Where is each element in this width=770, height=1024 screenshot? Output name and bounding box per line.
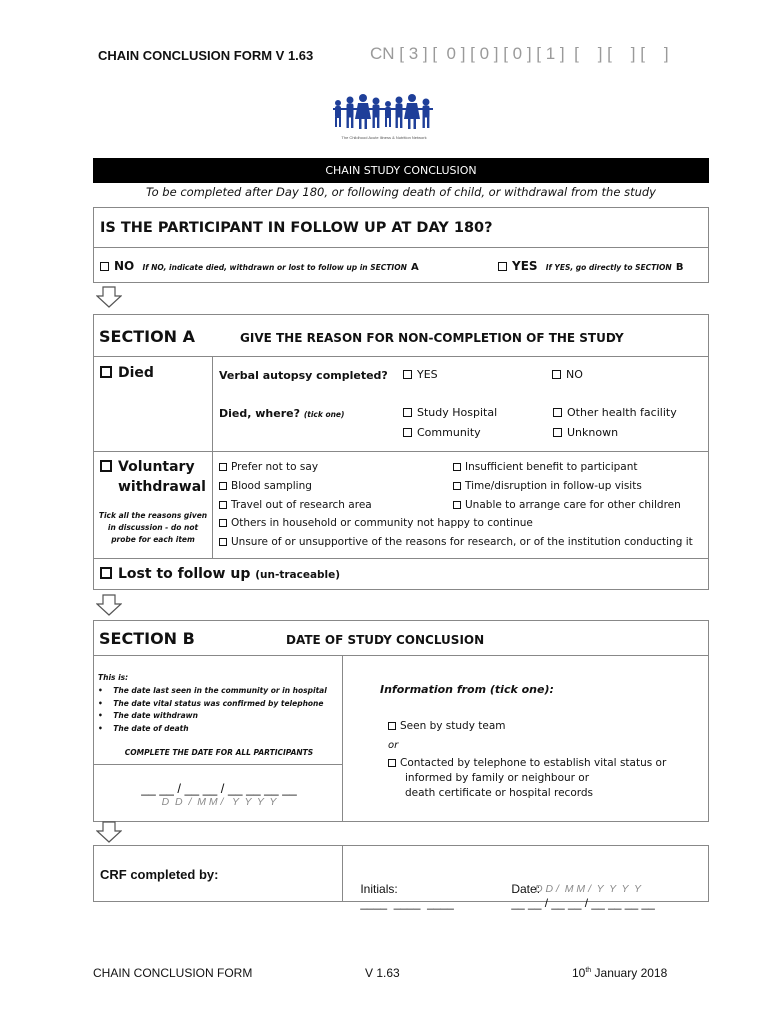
reason-unsure[interactable]: [219, 536, 693, 548]
other-facility-checkbox[interactable]: [553, 408, 562, 417]
died-label-cell: [93, 356, 213, 452]
lost-label: Lost to follow up: [118, 566, 251, 582]
reason-blood-sampling[interactable]: [219, 480, 312, 492]
initials-field[interactable]: ____ ____ ____: [360, 896, 454, 910]
no-checkbox[interactable]: [100, 262, 109, 271]
seen-by-team-label: Seen by study team: [400, 720, 506, 732]
died-label: Died: [118, 365, 154, 381]
withdrawal-checkbox[interactable]: [100, 460, 112, 472]
community-checkbox[interactable]: [403, 428, 412, 437]
place-unknown[interactable]: [553, 426, 618, 439]
lost-row: [93, 558, 709, 590]
date-explanation-cell: [93, 655, 343, 765]
section-a-title: SECTION A: [99, 327, 196, 346]
down-arrow-icon: [96, 594, 122, 616]
followup-question: IS THE PARTICIPANT IN FOLLOW UP AT DAY 180?: [100, 220, 493, 236]
section-a-header: [93, 314, 709, 357]
community-label: Community: [417, 426, 481, 439]
reason-prefer-not-checkbox[interactable]: [219, 463, 227, 471]
yes-label: YES: [512, 259, 538, 273]
banner-subtitle: To be completed after Day 180, or following death of child, or withdrawal from the study: [146, 185, 656, 199]
reason-unsure-checkbox[interactable]: [219, 538, 227, 546]
verbal-autopsy-yes-label: YES: [417, 368, 438, 381]
withdrawal-label-cell: [93, 451, 213, 559]
reason-prefer-not-label: Prefer not to say: [231, 461, 319, 473]
withdrawal-label-2: withdrawal: [118, 479, 206, 495]
withdrawal-option[interactable]: [100, 459, 195, 475]
footer-date-rest: January 2018: [591, 966, 668, 980]
lost-note: (un-traceable): [255, 569, 341, 581]
reason-care-children-checkbox[interactable]: [453, 501, 461, 509]
study-hospital-label: Study Hospital: [417, 406, 498, 419]
this-is-label: This is:: [98, 673, 129, 682]
footer-version: V 1.63: [365, 966, 400, 980]
verbal-autopsy-label: Verbal autopsy completed?: [219, 369, 388, 382]
info-from-label: Information from (tick one):: [380, 683, 554, 696]
people-chain-icon: [328, 94, 440, 130]
withdrawal-reasons-cell: [212, 451, 709, 559]
reason-time-disruption[interactable]: [453, 480, 642, 492]
died-checkbox[interactable]: [100, 366, 112, 378]
reason-insufficient-benefit-checkbox[interactable]: [453, 463, 461, 471]
reason-care-children[interactable]: [453, 499, 681, 511]
followup-no-option[interactable]: [100, 259, 419, 273]
followup-yes-option[interactable]: [498, 259, 684, 273]
reason-travel-checkbox[interactable]: [219, 501, 227, 509]
bullet-item: • The date last seen in the community or in hospital: [98, 686, 327, 695]
bullet-text: The date withdrawn: [113, 711, 198, 720]
crf-fields-cell: [342, 845, 709, 910]
unknown-checkbox[interactable]: [553, 428, 562, 437]
reason-travel[interactable]: [219, 499, 372, 511]
reason-travel-label: Travel out of research area: [231, 499, 372, 511]
died-option[interactable]: [100, 365, 154, 381]
reason-blood-sampling-label: Blood sampling: [231, 480, 312, 492]
conclusion-date-cell[interactable]: [93, 764, 343, 822]
other-facility-label: Other health facility: [567, 406, 677, 419]
seen-by-team-checkbox[interactable]: [388, 722, 396, 730]
section-a-heading: GIVE THE REASON FOR NON-COMPLETION OF THE STUDY: [240, 331, 624, 345]
down-arrow-icon: [96, 821, 122, 843]
place-community[interactable]: [403, 426, 481, 439]
lost-checkbox[interactable]: [100, 567, 112, 579]
withdrawal-note: Tick all the reasons given in discussion - do not probe for each item: [98, 511, 208, 544]
place-other-facility[interactable]: [553, 406, 677, 419]
section-b-heading: DATE OF STUDY CONCLUSION: [286, 633, 485, 647]
bullet-item: • The date vital status was confirmed by telephone: [98, 698, 324, 708]
reason-insufficient-benefit[interactable]: [453, 461, 638, 473]
followup-answer-box: [93, 247, 709, 283]
no-section-letter: A: [411, 262, 419, 273]
reason-insufficient-benefit-label: Insufficient benefit to participant: [465, 461, 638, 473]
verbal-autopsy-no-checkbox[interactable]: [552, 370, 561, 379]
or-label: or: [388, 740, 399, 751]
yes-note: If YES, go directly to SECTION: [545, 263, 672, 272]
banner-title: CHAIN STUDY CONCLUSION: [93, 158, 709, 183]
footer-date-suffix: th: [585, 967, 592, 974]
information-source-cell: [342, 655, 709, 822]
followup-question-box: [93, 207, 709, 248]
reason-unsure-label: Unsure of or unsupportive of the reasons for research, or of the institution conducting it: [231, 536, 693, 548]
died-details-cell: [212, 356, 709, 452]
yes-checkbox[interactable]: [498, 262, 507, 271]
verbal-autopsy-no-label: NO: [566, 368, 583, 381]
contacted-line-2: informed by family or neighbour or: [405, 772, 590, 784]
reason-blood-sampling-checkbox[interactable]: [219, 482, 227, 490]
bullet-text: The date last seen in the community or in hospital: [113, 686, 327, 695]
contacted-line-1: Contacted by telephone to establish vital status or: [400, 757, 667, 769]
conclusion-date-format: D D / M M / Y Y Y Y: [161, 796, 277, 808]
yes-section-letter: B: [675, 262, 684, 273]
chain-logo: [328, 94, 440, 138]
place-study-hospital[interactable]: [403, 406, 497, 419]
footer-date: [572, 966, 667, 980]
crf-label-cell: [93, 845, 343, 902]
crf-initials: [347, 868, 454, 924]
seen-by-team-option[interactable]: [388, 720, 506, 732]
bullet-text: The date vital status was confirmed by telephone: [113, 698, 324, 708]
form-title: CHAIN CONCLUSION FORM V 1.63: [98, 48, 314, 63]
study-hospital-checkbox[interactable]: [403, 408, 412, 417]
reason-care-children-label: Unable to arrange care for other children: [465, 499, 681, 511]
footer-date-day: 10: [572, 966, 586, 980]
verbal-autopsy-no[interactable]: [552, 368, 583, 381]
died-where-note: (tick one): [303, 410, 345, 419]
withdrawal-label-1: Voluntary: [118, 459, 195, 475]
reason-prefer-not[interactable]: [219, 461, 318, 473]
reason-household-label: Others in household or community not happy to continue: [231, 517, 533, 529]
crf-label: CRF completed by:: [100, 867, 219, 882]
unknown-label: Unknown: [567, 426, 619, 439]
conclusion-date-field[interactable]: __ __ / __ __ / __ __ __ __: [141, 781, 297, 796]
verbal-autopsy-yes-checkbox[interactable]: [403, 370, 412, 379]
reason-time-disruption-checkbox[interactable]: [453, 482, 461, 490]
contacted-checkbox[interactable]: [388, 759, 396, 767]
section-b-title: SECTION B: [99, 629, 195, 648]
contacted-option[interactable]: [388, 757, 666, 769]
initials-label: Initials:: [360, 882, 398, 896]
bullet-item: • The date of death: [98, 723, 189, 733]
reason-household-checkbox[interactable]: [219, 519, 227, 527]
crf-date-format: D D / M M / Y Y Y Y: [535, 883, 642, 895]
cn-code: CN [ 3 ] [ 0 ] [ 0 ] [ 0 ] [ 1 ] [ ] [ ] [ ]: [370, 44, 669, 63]
reason-household[interactable]: [219, 517, 533, 529]
bullet-text: The date of death: [113, 723, 189, 733]
footer-form-name: CHAIN CONCLUSION FORM: [93, 966, 253, 980]
section-b-header: [93, 620, 709, 656]
died-where-label: [219, 407, 344, 420]
complete-note: COMPLETE THE DATE FOR ALL PARTICIPANTS: [124, 748, 314, 757]
contacted-line-3: death certificate or hospital records: [405, 787, 594, 799]
bullet-item: • The date withdrawn: [98, 711, 198, 720]
reason-time-disruption-label: Time/disruption in follow-up visits: [465, 480, 642, 492]
lost-option[interactable]: [100, 566, 340, 582]
no-label: NO: [114, 259, 135, 273]
logo-caption: The Childhood Acute Illness & Nutrition Network: [341, 135, 427, 140]
verbal-autopsy-yes[interactable]: [403, 368, 438, 381]
crf-date-label: Date:: [511, 882, 541, 896]
down-arrow-icon: [96, 286, 122, 308]
crf-date-field[interactable]: __ __ / __ __ / __ __ __ __: [511, 896, 655, 910]
died-where-text: Died, where?: [219, 407, 300, 420]
no-note: If NO, indicate died, withdrawn or lost to follow up in SECTION: [142, 263, 407, 272]
crf-date: [498, 868, 655, 924]
date-bullets: [98, 685, 327, 735]
